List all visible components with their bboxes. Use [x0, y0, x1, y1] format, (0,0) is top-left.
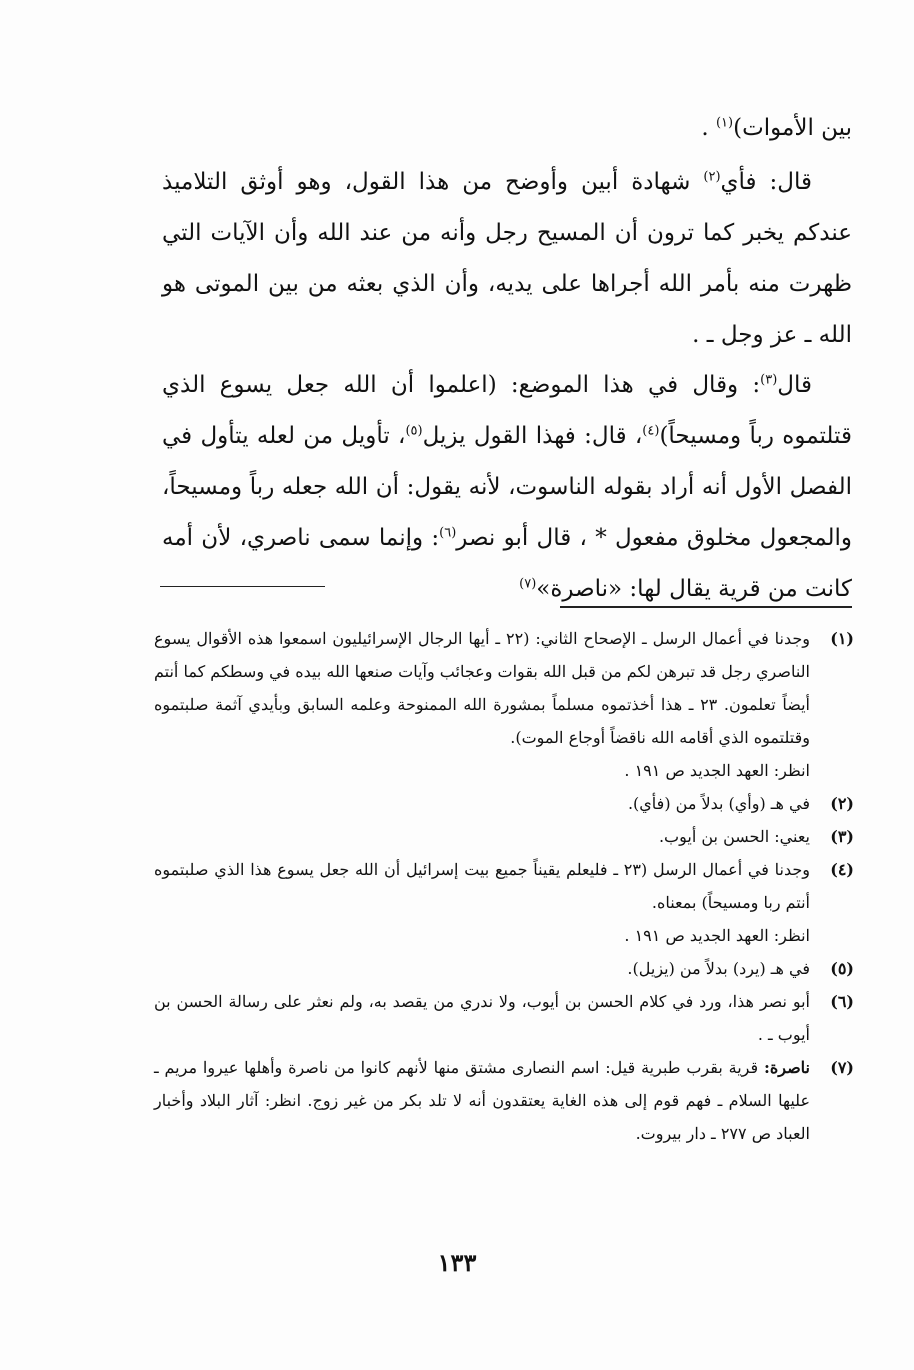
- footnote-number: (٣): [830, 827, 854, 846]
- footnote-7: [154, 1051, 854, 1150]
- footnote-number: (٢): [830, 794, 854, 813]
- footnote-ref-6: (٦): [439, 525, 457, 541]
- footnote-1: [154, 622, 854, 787]
- text: ، تأويل من لعله يتأول في الفصل الأول أنه أراد بقوله الناسوت، لأنه يقول: أن الله جعله رباً ومسيحاً، والمجعول مخلوق مفعول * ، قال أبو نصر: [162, 423, 852, 551]
- footnote-source: انظر: العهد الجديد ص ١٩١ .: [624, 926, 810, 945]
- footnote-source: انظر: العهد الجديد ص ١٩١ .: [624, 761, 810, 780]
- footnote-ref-3: (٣): [760, 372, 778, 388]
- footnote-text: وجدنا في أعمال الرسل ـ الإصحاح الثاني: (٢٢ ـ أيها الرجال الإسرائيليون اسمعوا هذه الأقوال يسوع الناصري رجل قد تبرهن لكم من قبل الله بقوات وعجائب وآيات صنعها الله بيده في وسطكم كما أنتم أيضاً تعلمون. ٢٣ ـ هذا أخذتموه مسلماً بمشورة الله الممنوحة وعلمه السابق وبأيدي آثمة صلبتموه وقتلتموه الذي أقامه الله ناقضاً أوجاع الموت).: [154, 629, 810, 747]
- footnote-number: (٤): [830, 860, 854, 879]
- footnote-body: [154, 853, 810, 952]
- footnote-6: [154, 985, 854, 1051]
- text: بين الأموات): [733, 115, 852, 141]
- text: : وإنما سمى ناصري، لأن أمه كانت من قرية يقال لها: «ناصرة»: [162, 525, 852, 602]
- footnote-text: قرية بقرب طبرية قيل: اسم النصارى مشتق منها لأنهم كانوا من ناصرة وأهلها عيروا مريم ـ عليها السلام ـ فهم قوم إلى هذه الغاية يعتقدون أنه لا تلد بكر من غير زوج. انظر: آثار البلاد وأخبار العباد ص ٢٧٧ ـ دار بيروت.: [154, 1058, 810, 1143]
- text: قال: [777, 372, 812, 398]
- line-filler-rule: [160, 586, 325, 587]
- footnote-body: [154, 952, 810, 985]
- footnote-4: [154, 853, 854, 952]
- text: شهادة أبين وأوضح من هذا القول، وهو أوثق التلاميذ عندكم يخبر كما ترون أن المسيح رجل وأنه من عند الله وأن الآيات التي ظهرت منه بأمر الله أجراها على يديه، وأن الذي بعثه من بين الموتى هو الله ـ عز وجل ـ .: [162, 169, 852, 348]
- footnote-number: (١): [830, 629, 854, 648]
- footnote-number: (٥): [830, 959, 854, 978]
- text: .: [701, 115, 716, 141]
- footnote-text: في هـ (يرد) بدلاً من (يزيل).: [627, 959, 810, 978]
- footnote-text: يعني: الحسن بن أيوب.: [658, 827, 810, 846]
- footnote-ref-5: (٥): [405, 423, 423, 439]
- footnote-separator: [560, 606, 852, 608]
- footnote-text: وجدنا في أعمال الرسل (٢٣ ـ فليعلم يقيناً جميع بيت إسرائيل أن الله جعل يسوع هذا الذي صلبتموه أنتم ربا ومسيحاً) بمعناه.: [154, 860, 811, 912]
- paragraph-1: [162, 103, 852, 154]
- footnote-body: [154, 787, 810, 820]
- text: قال: فأي: [720, 169, 812, 195]
- paragraph-3: [162, 360, 852, 615]
- footnote-body: [154, 1051, 810, 1150]
- footnote-ref-1: (١): [715, 115, 734, 131]
- footnote-ref-2: (٢): [703, 169, 721, 185]
- footnote-ref-4: (٤): [642, 423, 660, 439]
- footnote-body: [154, 820, 810, 853]
- footnote-number: (٦): [830, 992, 854, 1011]
- text: : وقال في هذا الموضع: (اعلموا أن الله جعل يسوع الذي قتلتموه رباً ومسيحاً): [162, 372, 852, 449]
- footnote-headword: ناصرة:: [763, 1058, 810, 1077]
- footnote-text: أبو نصر هذا، ورد في كلام الحسن بن أيوب، ولا ندري من يقصد به، ولم نعثر على رسالة الحسن بن أيوب ـ .: [154, 992, 811, 1044]
- footnote-body: [154, 985, 810, 1051]
- footnotes: [154, 622, 854, 1150]
- paragraph-2: [162, 157, 852, 361]
- footnote-3: [154, 820, 854, 853]
- footnote-5: [154, 952, 854, 985]
- page-number: ١٣٣: [437, 1248, 477, 1277]
- footnote-2: [154, 787, 854, 820]
- footnote-body: [154, 622, 810, 787]
- footnote-text: في هـ (وأي) بدلاً من (فأي).: [627, 794, 810, 813]
- footnote-number: (٧): [830, 1058, 854, 1077]
- footnote-ref-7: (٧): [519, 576, 537, 592]
- text: ، قال: فهذا القول يزيل: [422, 423, 643, 449]
